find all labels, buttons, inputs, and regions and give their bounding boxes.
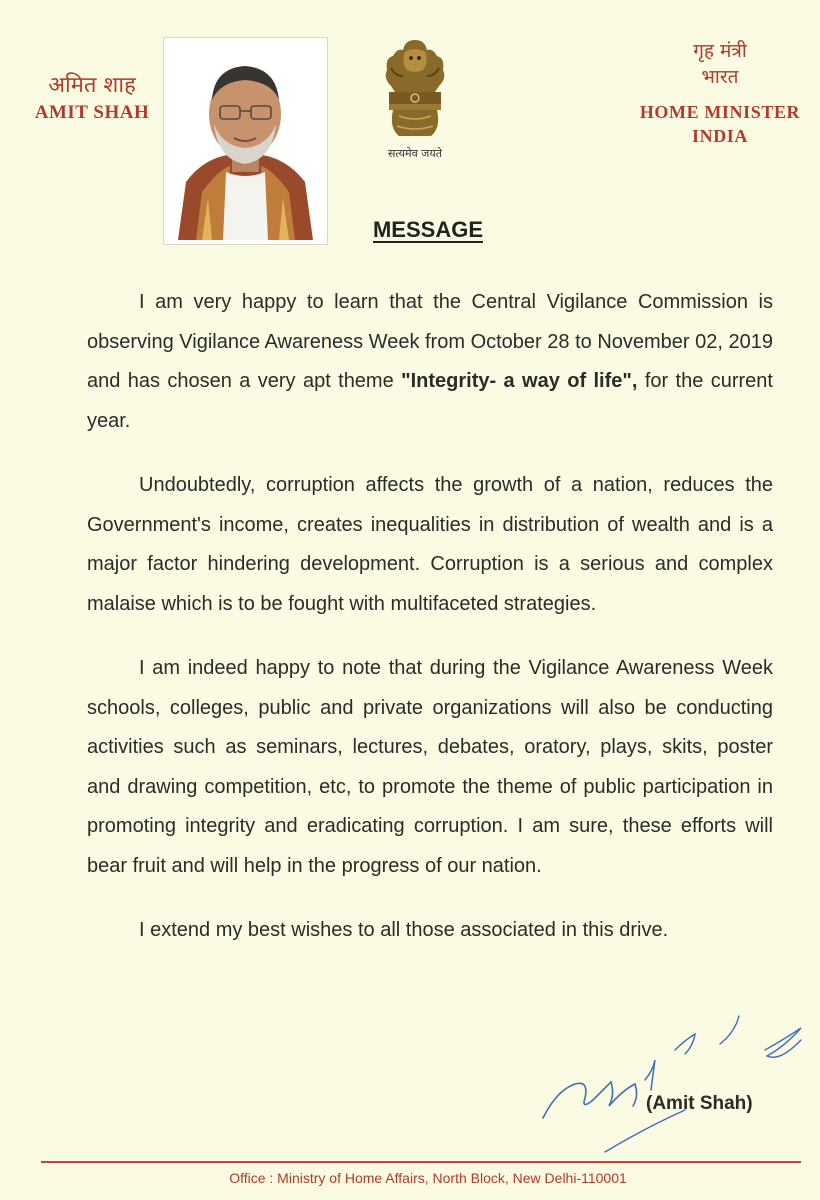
office-hindi-line2: भारत bbox=[701, 66, 739, 88]
paragraph-4: I extend my best wishes to all those associated in this drive. bbox=[139, 919, 669, 941]
message-title: MESSAGE bbox=[372, 217, 484, 242]
emblem-motto: सत्यमेव जयते bbox=[387, 147, 442, 160]
paragraph-2: Undoubtedly, corruption affects the growth of a nation, reduces the Government's income, creates inequalities in distribution of wealth and is a major factor hindering development. Corruption is a serious and complex malaise which is to be fought with multifaceted strategies. bbox=[87, 474, 773, 615]
signature-icon bbox=[535, 1010, 810, 1155]
office-block bbox=[620, 38, 820, 148]
footer-address: Office : Ministry of Home Affairs, North Block, New Delhi-110001 bbox=[229, 1170, 627, 1186]
footer-divider bbox=[41, 1161, 801, 1163]
message-body bbox=[87, 283, 773, 976]
paragraph-1-text: I am very happy to learn that the Central Vigilance Commission is observing Vigilance Awareness Week from October 28 to November 02, 2019 and has chosen a very apt theme bbox=[87, 291, 773, 392]
paragraph-1-tail: for the current year. bbox=[87, 370, 773, 432]
sender-name-english: AMIT SHAH bbox=[34, 102, 150, 123]
sender-name-block bbox=[22, 72, 162, 124]
portrait-image bbox=[168, 42, 323, 240]
office-hindi-line1: गृह मंत्री bbox=[693, 40, 747, 62]
signed-name: (Amit Shah) bbox=[646, 1093, 753, 1114]
theme-quote: "Integrity- a way of life", bbox=[401, 370, 638, 392]
sender-name-hindi: अमित शाह bbox=[48, 73, 136, 98]
paragraph-3: I am indeed happy to note that during the Vigilance Awareness Week schools, colleges, public and private organizations will also be conducting activities such as seminars, lectures, debates, oratory, plays, skits, poster and drawing competition, etc, to promote the theme of public participation in promoting integrity and eradicating corruption. I am sure, these efforts will bear fruit and will help in the progress of our nation. bbox=[87, 657, 773, 877]
portrait-photo bbox=[163, 37, 328, 245]
office-english-line1: HOME MINISTER bbox=[639, 102, 801, 122]
paragraph-1 bbox=[87, 283, 773, 441]
office-english-line2: INDIA bbox=[691, 126, 748, 146]
